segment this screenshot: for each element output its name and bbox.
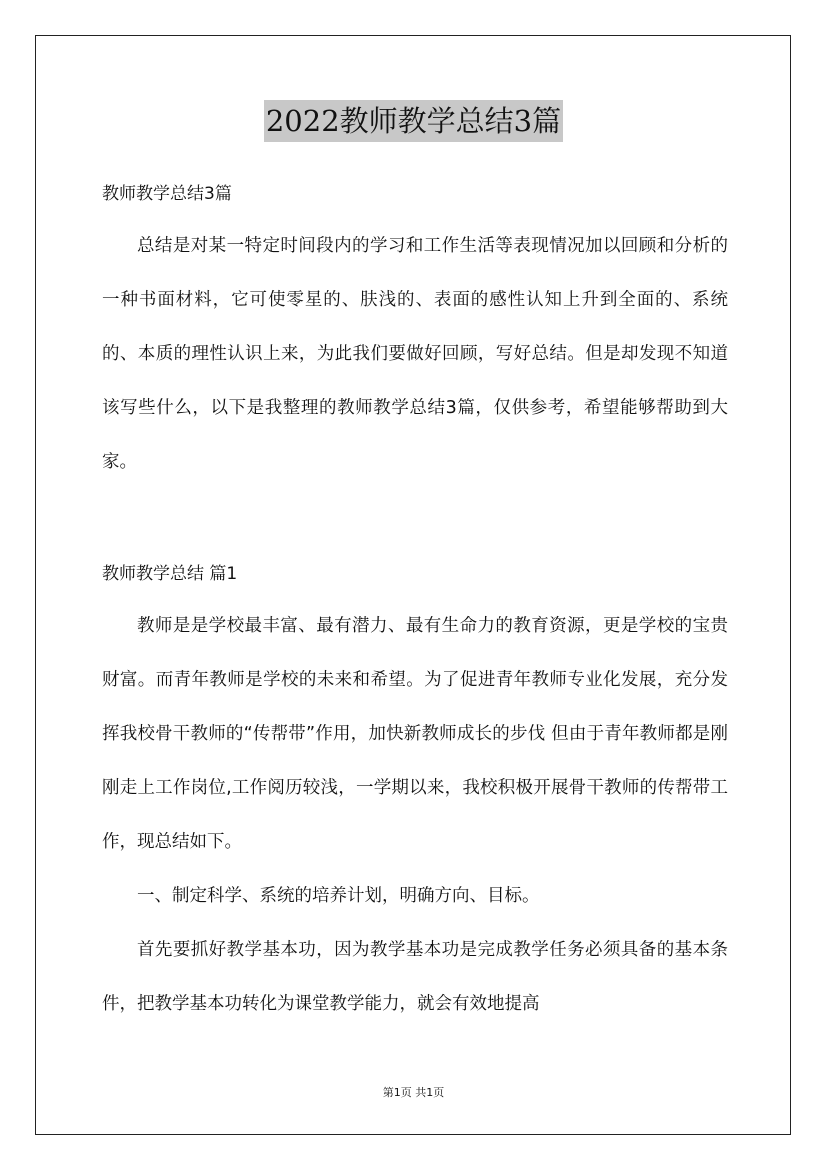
document-title: 2022教师教学总结3篇 [264,100,563,142]
page-footer: 第1页 共1页 [382,1086,445,1099]
title-container [0,100,827,142]
section1-paragraph-1: 教师是是学校最丰富、最有潜力、最有生命力的教育资源，更是学校的宝贵财富。而青年教师是学校的未来和希望。为了促进青年教师专业化发展，充分发挥我校骨干教师的“传帮带”作用，加快新教师成长的步伐 但由于青年教师都是刚刚走上工作岗位,工作阅历较浅，一学期以来，我校积极开展骨干教师的传帮带工作，现总结如下。 [102,616,728,852]
section-heading: 教师教学总结 篇1 [102,564,238,584]
intro-paragraph: 总结是对某一特定时间段内的学习和工作生活等表现情况加以回顾和分析的一种书面材料，它可使零星的、肤浅的、表面的感性认知上升到全面的、系统的、本质的理性认识上来，为此我们要做好回顾，写好总结。但是却发现不知道该写些什么，以下是我整理的教师教学总结3篇，仅供参考，希望能够帮助到大家。 [102,236,728,472]
section1-paragraph-3: 首先要抓好教学基本功，因为教学基本功是完成教学任务必须具备的基本条件，把教学基本功转化为课堂教学能力，就会有效地提高 [102,940,728,1014]
document-subtitle: 教师教学总结3篇 [102,184,232,204]
section1-paragraph-2: 一、制定科学、系统的培养计划，明确方向、目标。 [137,886,540,906]
